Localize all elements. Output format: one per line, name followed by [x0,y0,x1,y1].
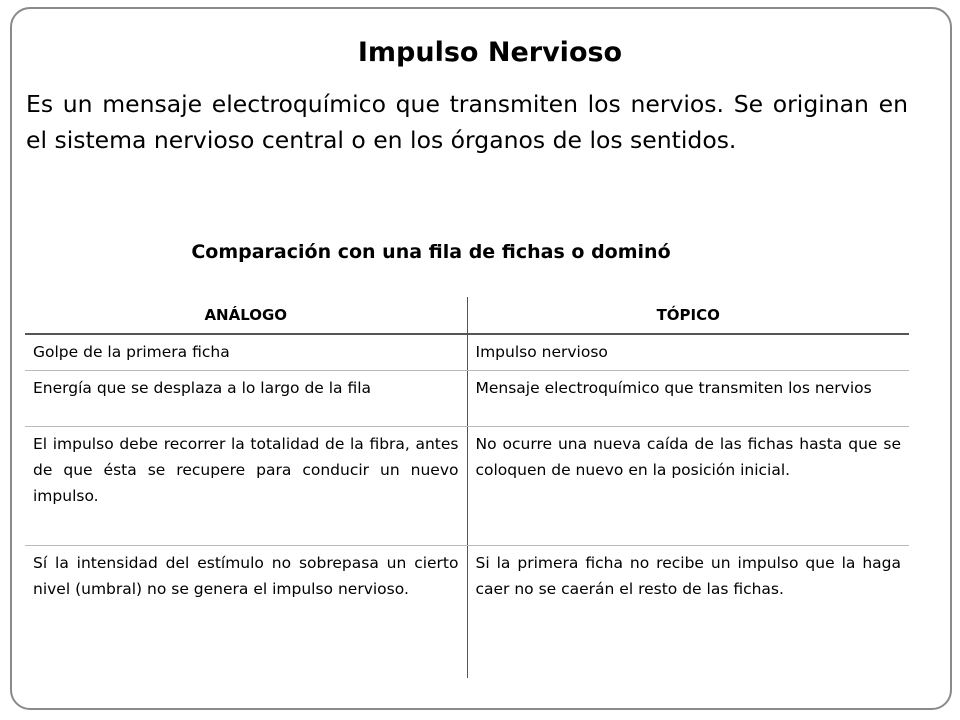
table-cell: Si la primera ficha no recibe un impulso que la haga caer no se caerán el resto de las fichas. [467,546,909,679]
table-subtitle: Comparación con una fila de fichas o dominó [191,241,671,263]
comparison-table [25,297,909,678]
intro-paragraph: Es un mensaje electroquímico que transmiten los nervios. Se originan en el sistema nervioso central o en los órganos de los sentidos. [26,90,908,154]
page-title: Impulso Nervioso [357,37,623,68]
table-header-row [25,297,909,334]
column-header-analogo: ANÁLOGO [25,297,467,334]
table-row [25,546,909,679]
table-cell: El impulso debe recorrer la totalidad de la fibra, antes de que ésta se recupere para conducir un nuevo impulso. [25,427,467,546]
column-header-topico: TÓPICO [467,297,909,334]
table-cell: Golpe de la primera ficha [25,334,467,371]
table-row [25,427,909,546]
table-cell: No ocurre una nueva caída de las fichas hasta que se coloquen de nuevo en la posición inicial. [467,427,909,546]
table-cell: Mensaje electroquímico que transmiten los nervios [467,371,909,427]
table-cell: Energía que se desplaza a lo largo de la fila [25,371,467,427]
table-row [25,371,909,427]
table-cell: Sí la intensidad del estímulo no sobrepasa un cierto nivel (umbral) no se genera el impulso nervioso. [33,554,459,598]
table-row [25,334,909,371]
table-cell: Impulso nervioso [467,334,909,371]
